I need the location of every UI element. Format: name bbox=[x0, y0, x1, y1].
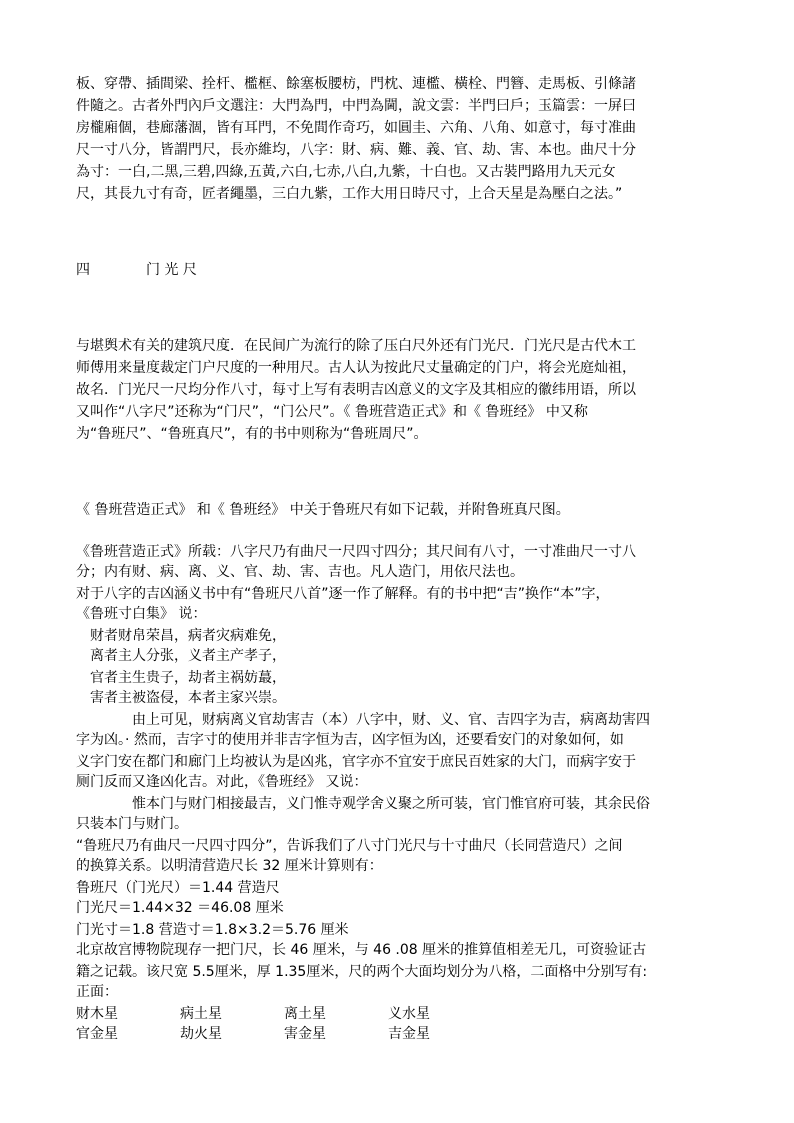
star-cell: 义水星 bbox=[388, 1006, 430, 1022]
star-cell: 官金星 bbox=[76, 1026, 118, 1042]
body-line: 字为凶。· 然而，吉字寸的使用并非吉字恒为吉，凶字恒为凶，还要看安门的对象如何，如 bbox=[76, 732, 624, 748]
body-line: 的换算关系。以明清营造尺长 32 厘米计算则有： bbox=[76, 858, 383, 874]
body-line: 北京故宫博物院现存一把门尺，长 46 厘米，与 46 .08 厘米的推算值相差无几，可资验证古 bbox=[76, 942, 647, 958]
body-line: 门光寸＝1.8 营造寸＝1.8×3.2＝5.76 厘米 bbox=[76, 922, 349, 938]
intro-paragraph-line: 又叫作“八字尺”还称为“门尺”，“门公尺”。《 鲁班营造正式》和《 鲁班经》 中又称 bbox=[76, 404, 588, 420]
top-paragraph-line: 尺，其長九寸有奇，匠者繩墨，三白九紫，工作大用日時尺寸，上合天星是為壓白之法。” bbox=[76, 186, 623, 202]
star-cell: 劫火星 bbox=[180, 1026, 222, 1042]
body-line: 厕门反而又逢凶化吉。对此，《鲁班经》 又说： bbox=[76, 774, 368, 790]
section-title: 门 光 尺 bbox=[146, 262, 197, 278]
top-paragraph-line: 為寸：一白,二黑,三碧,四綠,五黃,六白,七赤,八白,九紫，十白也。又古裝門路用九天元女 bbox=[76, 164, 616, 180]
star-cell: 害金星 bbox=[284, 1026, 326, 1042]
verse-line: 离者主人分张，义者主产孝子， bbox=[90, 648, 286, 664]
body-line: 只装本门与财门。 bbox=[76, 816, 188, 832]
top-paragraph-line: 件隨之。古者外門內戶文選注：大門為門，中門為閫，說文雲：半門曰戶；玉篇雲：一屏曰 bbox=[76, 98, 636, 114]
body-line: 分；内有财、病、离、义、官、劫、害、吉也。凡人造门，用依尺法也。 bbox=[76, 564, 524, 580]
star-cell: 吉金星 bbox=[388, 1026, 430, 1042]
intro-paragraph-line: 故名．门光尺一尺均分作八寸，每寸上写有表明吉凶意义的文字及其相应的徽纬用语，所以 bbox=[76, 382, 636, 398]
top-paragraph-line: 房櫳廂個，巷廊藩涸，皆有耳門，不免間作奇巧，如圓圭、六角、八角、如意寸，每寸准曲 bbox=[76, 120, 636, 136]
body-line: 《鲁班寸白集》 说： bbox=[76, 606, 207, 622]
records-intro: 《 鲁班营造正式》 和《 鲁班经》 中关于鲁班尺有如下记载，并附鲁班真尺图。 bbox=[76, 502, 570, 518]
section-number: 四 bbox=[76, 262, 90, 278]
intro-paragraph-line: 与堪舆术有关的建筑尺度．在民间广为流行的除了压白尺外还有门光尺．门光尺是古代木工 bbox=[76, 338, 636, 354]
verse-line: 官者主生贵子，劫者主祸妨蕞， bbox=[90, 670, 286, 686]
body-line: “鲁班尺乃有曲尺一尺四寸四分”，告诉我们了八寸门光尺与十寸曲尺（长同营造尺）之间 bbox=[76, 838, 623, 854]
intro-paragraph-line: 师傅用来量度裁定门户尺度的一种用尺。古人认为按此尺丈量确定的门户，将会光庭灿祖， bbox=[76, 360, 636, 376]
star-cell: 财木星 bbox=[76, 1006, 118, 1022]
body-line: 《鲁班营造正式》所载：八字尺乃有曲尺一尺四寸四分；其尺间有八寸，一寸准曲尺一寸八 bbox=[76, 544, 636, 560]
verse-line: 害者主被盗侵，本者主家兴崇。 bbox=[90, 690, 286, 706]
star-cell: 病土星 bbox=[180, 1006, 222, 1022]
body-line: 正面： bbox=[76, 984, 118, 1000]
verse-line: 财者财帛荣昌，病者灾病难免， bbox=[90, 628, 286, 644]
body-line: 门光尺＝1.44×32 ＝46.08 厘米 bbox=[76, 900, 284, 916]
body-line: 义字门安在都门和廊门上均被认为是凶兆，官字亦不宜安于庶民百姓家的大门，而病字安于 bbox=[76, 754, 636, 770]
top-paragraph-line: 板、穿帶、插間梁、拴杆、檻框、餘塞板腰枋，門枕、連檻、橫栓、門簪、走馬板、引條諸 bbox=[76, 76, 636, 92]
body-line: 鲁班尺（门光尺）＝1.44 营造尺 bbox=[76, 880, 280, 896]
star-cell: 离土星 bbox=[284, 1006, 326, 1022]
body-line: 惟本门与财门相接最吉，义门惟寺观学舍义聚之所可装，官门惟官府可装，其余民俗 bbox=[132, 796, 650, 812]
top-paragraph-line: 尺一寸八分，皆謂門尺，長亦維均，八字：財、病、難、義、官、劫、害、本也。曲尺十分 bbox=[76, 142, 636, 158]
intro-paragraph-line: 为“鲁班尺”、“鲁班真尺”，有的书中则称为“鲁班周尺”。 bbox=[76, 426, 428, 442]
body-line: 对于八字的吉凶涵义书中有“鲁班尺八首”逐一作了解释。有的书中把“吉”换作“本”字， bbox=[76, 586, 610, 602]
body-line: 籍之记载。该尺宽 5.5厘米，厚 1.35厘米，尺的两个大面均划分为八格，二面格中分别写有: bbox=[76, 964, 648, 980]
body-line: 由上可见，财病离义官劫害吉（本）八字中，财、义、官、吉四字为吉，病离劫害四 bbox=[132, 712, 650, 728]
